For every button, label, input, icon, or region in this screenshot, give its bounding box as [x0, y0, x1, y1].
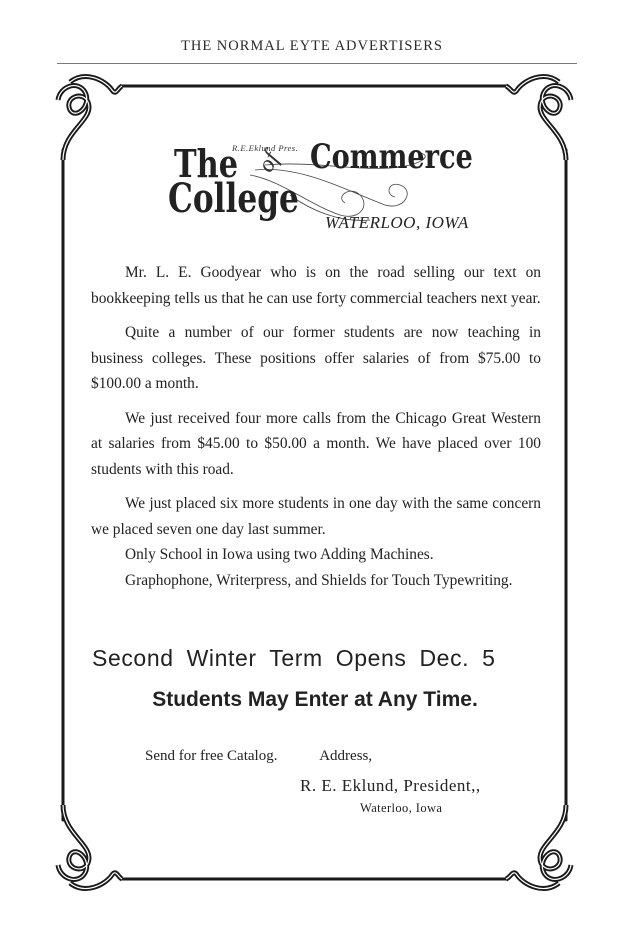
- corner-scroll-top-left-icon: [58, 77, 122, 160]
- corner-scroll-bottom-right-icon: [506, 805, 571, 888]
- signatory: R. E. Eklund, President,,: [300, 776, 481, 795]
- enrollment-announcement: Students May Enter at Any Time.: [152, 688, 478, 711]
- send-label: Send for free Catalog.: [145, 748, 278, 764]
- corner-scroll-bottom-left-icon: [58, 805, 122, 888]
- logo-word-commerce: Commerce: [310, 137, 473, 177]
- paragraph-typewriting: Graphophone, Writerpress, and Shields for Touch Typewriting.: [125, 571, 513, 589]
- paragraph-chicago-great-western: We just received four more calls from the Chicago Great Western at salaries from $45.00 to $50.00 a month. We have placed over 100 students with this road.: [91, 409, 541, 478]
- logo-word-college: College: [168, 175, 299, 222]
- signatory-city: Waterloo, Iowa: [360, 801, 443, 815]
- catalog-request: [145, 748, 372, 765]
- paragraph-goodyear: Mr. L. E. Goodyear who is on the road selling our text on bookkeeping tells us that he can use forty commercial teachers next year.: [91, 264, 541, 307]
- logo-word-the: The: [174, 141, 239, 186]
- logo-city: WATERLOO, IOWA: [325, 213, 469, 232]
- paragraph-adding-machines: Only School in Iowa using two Adding Machines.: [125, 546, 434, 563]
- running-head: THE NORMAL EYTE ADVERTISERS: [180, 38, 444, 54]
- address-label: Address,: [319, 748, 373, 764]
- advertisement-body: [91, 260, 541, 593]
- logo-word-of: of: [252, 147, 285, 177]
- logo-president-credit: R.E.Eklund Pres.: [232, 143, 299, 153]
- paragraph-six-students: We just placed six more students in one day with the same concern we placed seven one day last summer.: [91, 495, 541, 538]
- paragraph-former-students: Quite a number of our former students are now teaching in business colleges. These positions offer salaries of from $75.00 to $100.00 a month.: [91, 324, 541, 392]
- corner-scroll-top-right-icon: [506, 77, 571, 160]
- header-rule: [57, 63, 577, 64]
- college-logo: [168, 135, 473, 235]
- term-announcement: Second Winter Term Opens Dec. 5: [92, 645, 496, 671]
